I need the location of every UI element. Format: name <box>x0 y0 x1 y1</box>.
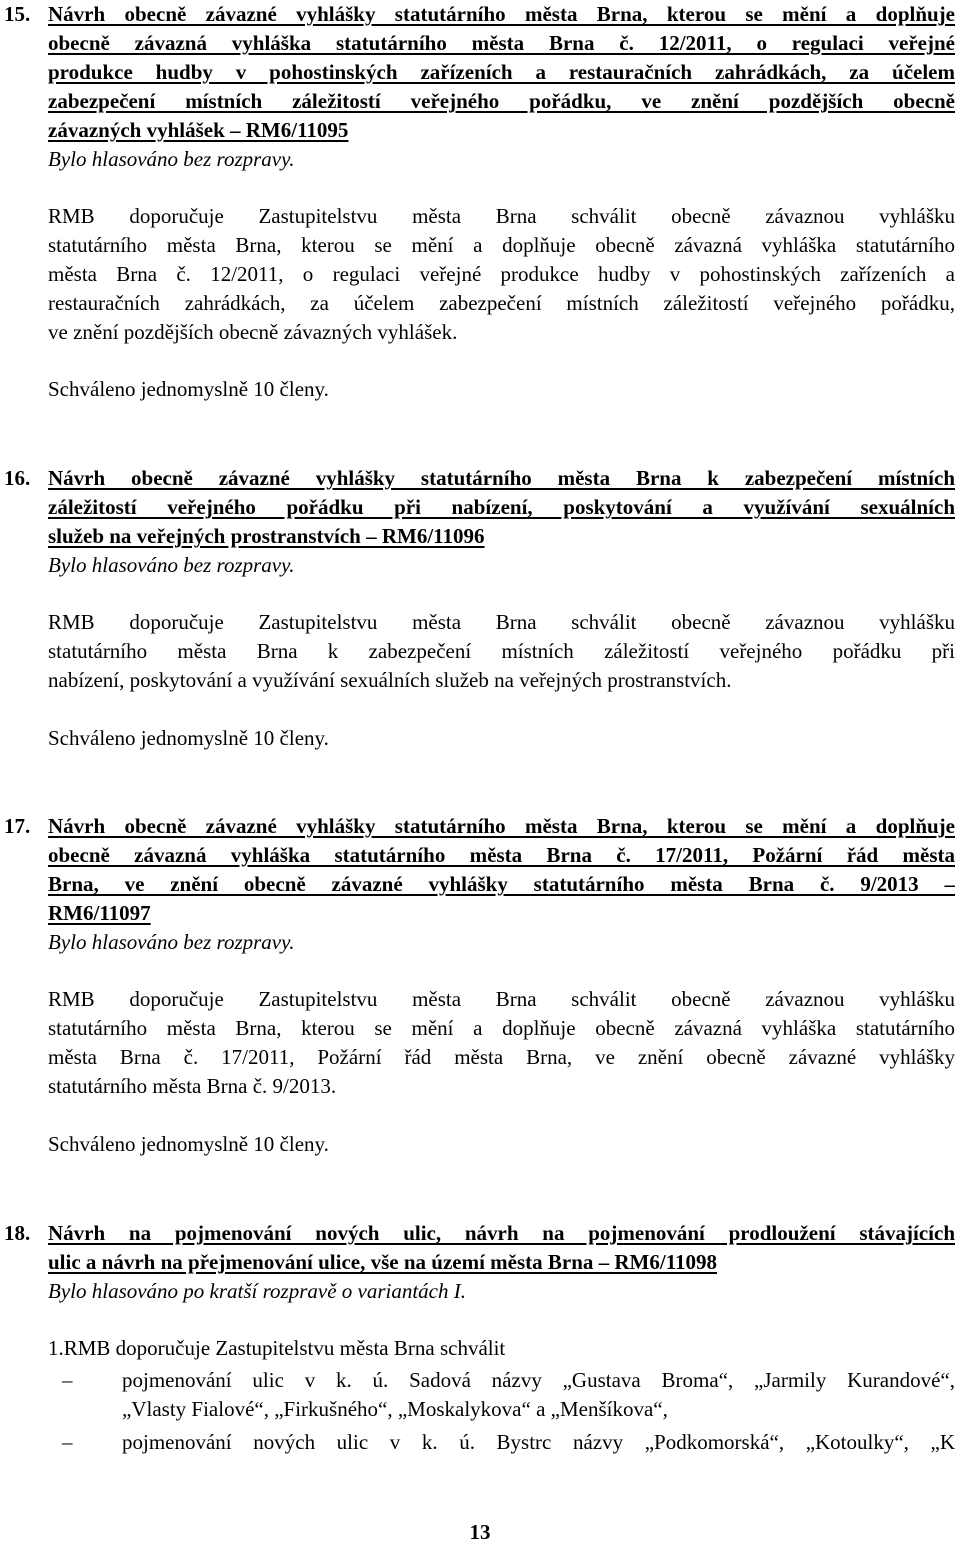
recommendation-line: RMB doporučuje Zastupitelstvu města Brna schválit obecně závaznou vyhlášku <box>48 987 955 1011</box>
item-number: 15. <box>4 2 31 26</box>
item-title-line: Návrh obecně závazné vyhlášky statutárního města Brna, kterou se mění a doplňuje <box>48 2 955 26</box>
page-number: 13 <box>469 1520 491 1544</box>
recommendation-line: města Brna č. 17/2011, Požární řád města Brna, ve znění obecně závazné vyhlášky <box>48 1045 955 1069</box>
item-title-line: produkce hudby v pohostinských zařízeních a restauračních zahrádkách, za účelem <box>48 60 955 84</box>
voting-note: Bylo hlasováno bez rozpravy. <box>48 553 295 577</box>
item-title-line: ulic a návrh na přejmenování ulice, vše na území města Brna – RM6/11098 <box>48 1250 718 1274</box>
recommendation-intro: 1.RMB doporučuje Zastupitelstvu města Brna schválit <box>48 1336 506 1360</box>
recommendation-line: statutárního města Brna, kterou se mění a doplňuje obecně závazná vyhláška statutárního <box>48 233 955 257</box>
bullet-dash: – <box>62 1430 73 1454</box>
bullet-line: „Vlasty Fialové“, „Firkušného“, „Moskalykova“ a „Menšíkova“, <box>122 1397 668 1421</box>
recommendation-line: statutárního města Brna č. 9/2013. <box>48 1074 337 1098</box>
approval-result: Schváleno jednomyslně 10 členy. <box>48 377 329 401</box>
approval-result: Schváleno jednomyslně 10 členy. <box>48 726 329 750</box>
item-number: 16. <box>4 466 31 490</box>
voting-note: Bylo hlasováno po kratší rozpravě o variantách I. <box>48 1279 467 1303</box>
bullet-line: pojmenování ulic v k. ú. Sadová názvy „Gustava Broma“, „Jarmily Kurandové“, <box>122 1368 955 1392</box>
item-title-line: zabezpečení místních záležitostí veřejného pořádku, ve znění pozdějších obecně <box>48 89 955 113</box>
item-title-line: Návrh na pojmenování nových ulic, návrh na pojmenování prodloužení stávajících <box>48 1221 955 1245</box>
item-title-line: RM6/11097 <box>48 901 151 925</box>
recommendation-line: nabízení, poskytování a využívání sexuálních služeb na veřejných prostranstvích. <box>48 668 732 692</box>
recommendation-line: města Brna č. 12/2011, o regulaci veřejné produkce hudby v pohostinských zařízeních a <box>48 262 955 286</box>
recommendation-line: RMB doporučuje Zastupitelstvu města Brna schválit obecně závaznou vyhlášku <box>48 610 955 634</box>
item-number: 17. <box>4 814 31 838</box>
approval-result: Schváleno jednomyslně 10 členy. <box>48 1132 329 1156</box>
recommendation-line: statutárního města Brna k zabezpečení místních záležitostí veřejného pořádku při <box>48 639 955 663</box>
recommendation-line: ve znění pozdějších obecně závazných vyhlášek. <box>48 320 458 344</box>
item-title-line: obecně závazná vyhláška statutárního města Brna č. 17/2011, Požární řád města <box>48 843 955 867</box>
item-title-line: Návrh obecně závazné vyhlášky statutárního města Brna k zabezpečení místních <box>48 466 955 490</box>
voting-note: Bylo hlasováno bez rozpravy. <box>48 930 295 954</box>
recommendation-line: RMB doporučuje Zastupitelstvu města Brna schválit obecně závaznou vyhlášku <box>48 204 955 228</box>
bullet-dash: – <box>62 1368 73 1392</box>
item-title-line: Návrh obecně závazné vyhlášky statutárního města Brna, kterou se mění a doplňuje <box>48 814 955 838</box>
voting-note: Bylo hlasováno bez rozpravy. <box>48 147 295 171</box>
item-title-line: služeb na veřejných prostranstvích – RM6/11096 <box>48 524 485 548</box>
item-title-line: záležitostí veřejného pořádku při nabízení, poskytování a využívání sexuálních <box>48 495 955 519</box>
recommendation-line: statutárního města Brna, kterou se mění a doplňuje obecně závazná vyhláška statutárního <box>48 1016 955 1040</box>
item-title-line: obecně závazná vyhláška statutárního města Brna č. 12/2011, o regulaci veřejné <box>48 31 955 55</box>
item-number: 18. <box>4 1221 31 1245</box>
bullet-line: pojmenování nových ulic v k. ú. Bystrc názvy „Podkomorská“, „Kotoulky“, „K <box>122 1430 955 1454</box>
recommendation-line: restauračních zahrádkách, za účelem zabezpečení místních záležitostí veřejného pořádku, <box>48 291 955 315</box>
item-title-line: Brna, ve znění obecně závazné vyhlášky statutárního města Brna č. 9/2013 – <box>48 872 955 896</box>
item-title-line: závazných vyhlášek – RM6/11095 <box>48 118 349 142</box>
